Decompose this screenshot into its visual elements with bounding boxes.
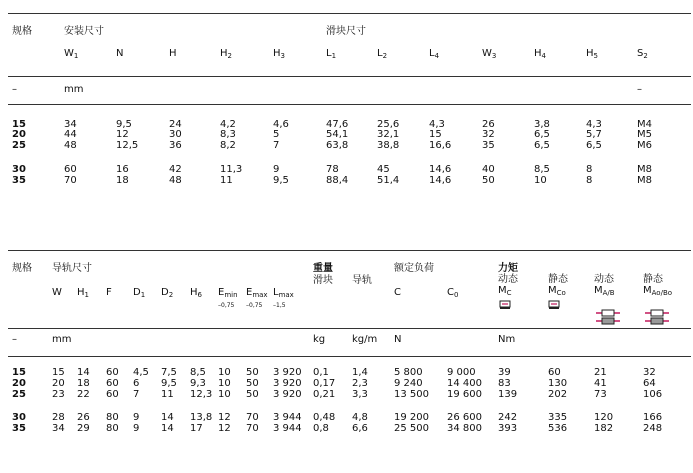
cell-35-8: 50 (482, 175, 495, 186)
moment-col-1 (548, 285, 566, 299)
row2-size-15: 15 (12, 367, 26, 378)
cell2-35-3: 9 (133, 423, 140, 434)
cell-25-7: 16,6 (429, 140, 452, 151)
cell2-25-15: 73 (594, 389, 607, 400)
cell2-20-13: 83 (498, 378, 511, 389)
cell-20-10: 5,7 (586, 129, 602, 140)
cell2-20-16: 64 (643, 378, 656, 389)
cell-15-4: 4,6 (273, 119, 289, 130)
moment-col-3-base: M (643, 285, 652, 296)
col-header-l4-base: L (429, 48, 435, 59)
static-label-2: 静态 (643, 274, 663, 285)
cell2-35-15: 182 (594, 423, 614, 434)
moment-col-0 (498, 285, 512, 299)
unit-n: N (394, 334, 402, 345)
cell-20-9: 6,5 (534, 129, 550, 140)
moment-mco-icon (548, 300, 560, 310)
cell2-15-0: 15 (52, 367, 65, 378)
col-header-h4-base: H (534, 48, 542, 59)
weight-rail-label: 导轨 (352, 275, 372, 286)
cell2-25-4: 11 (161, 389, 174, 400)
col-header-w3 (482, 48, 496, 62)
col-header-l1-base: L (326, 48, 332, 59)
dynamic-label-2: 动态 (594, 274, 614, 285)
col-header-l4 (429, 48, 439, 62)
unit-kg: kg (313, 334, 326, 345)
weight-carriage-label: 滑块 (313, 275, 333, 286)
cell2-30-11: 19 200 (394, 412, 429, 423)
load-col-c0-sub: 0 (453, 291, 459, 299)
unit-dash-2: – (12, 334, 17, 345)
cell-30-4: 9 (273, 164, 280, 175)
cell2-30-15: 120 (594, 412, 614, 423)
top-rule (8, 13, 691, 14)
dynamic-label-1: 动态 (498, 274, 518, 285)
cell2-25-9: 0,21 (313, 389, 336, 400)
col2-header-d2-sub: 2 (168, 291, 174, 299)
cell2-15-4: 7,5 (161, 367, 177, 378)
col2-header-lmax-base: L (273, 287, 279, 298)
col-header-l1-sub: 1 (331, 52, 337, 60)
cell-20-1: 12 (116, 129, 129, 140)
cell-20-5: 54,1 (326, 129, 349, 140)
col2-header-h1-base: H (77, 287, 85, 298)
cell2-20-3: 6 (133, 378, 140, 389)
col-header-w1-base: W (64, 48, 74, 59)
moment-col-2-sub: A/B (602, 289, 615, 297)
cell2-35-13: 393 (498, 423, 518, 434)
col-header-h2 (220, 48, 232, 62)
header-rule-2 (8, 328, 691, 329)
col-header-h3-base: H (273, 48, 281, 59)
unit-kgm: kg/m (352, 334, 378, 345)
cell2-15-5: 8,5 (190, 367, 206, 378)
cell-30-10: 8 (586, 164, 593, 175)
col-header-n-base: N (116, 48, 124, 59)
cell2-20-6: 10 (218, 378, 231, 389)
cell-25-5: 63,8 (326, 140, 349, 151)
cell-30-11: M8 (637, 164, 652, 175)
cell-30-9: 8,5 (534, 164, 550, 175)
cell-15-6: 25,6 (377, 119, 400, 130)
cell2-25-8: 3 920 (273, 389, 302, 400)
cell-25-1: 12,5 (116, 140, 139, 151)
unit-mm-2: mm (52, 334, 72, 345)
col2-header-lmax-sub: max (278, 291, 294, 299)
cell2-35-5: 17 (190, 423, 203, 434)
cell-30-6: 45 (377, 164, 390, 175)
cell2-20-7: 50 (246, 378, 259, 389)
cell-35-0: 70 (64, 175, 77, 186)
col2-header-f (106, 287, 112, 299)
cell2-20-0: 20 (52, 378, 65, 389)
col-header-h5-sub: 5 (593, 52, 598, 60)
spec-heading-2: 规格 (12, 263, 32, 274)
cell2-30-4: 14 (161, 412, 174, 423)
cell2-15-13: 39 (498, 367, 511, 378)
unit-rule (8, 104, 691, 105)
cell2-30-7: 70 (246, 412, 259, 423)
col-header-l2-base: L (377, 48, 383, 59)
cell2-30-16: 166 (643, 412, 663, 423)
cell2-35-12: 34 800 (447, 423, 482, 434)
cell2-25-14: 202 (548, 389, 568, 400)
cell-35-7: 14,6 (429, 175, 452, 186)
cell2-30-3: 9 (133, 412, 140, 423)
cell2-35-14: 536 (548, 423, 568, 434)
cell2-35-11: 25 500 (394, 423, 429, 434)
cell2-25-3: 7 (133, 389, 140, 400)
load-col-c0 (447, 287, 458, 301)
cell2-15-16: 32 (643, 367, 656, 378)
col-header-h2-base: H (220, 48, 228, 59)
cell-30-3: 11,3 (220, 164, 243, 175)
moment-col-1-base: M (548, 285, 557, 296)
row-size-30: 30 (12, 164, 26, 175)
cell-35-6: 51,4 (377, 175, 400, 186)
col-header-h4 (534, 48, 546, 62)
load-col-c (394, 287, 401, 299)
cell-20-2: 30 (169, 129, 182, 140)
cell2-15-1: 14 (77, 367, 90, 378)
cell-30-1: 16 (116, 164, 129, 175)
col-header-w3-sub: 3 (491, 52, 497, 60)
load-rating-heading: 额定负荷 (394, 263, 434, 274)
row-size-20: 20 (12, 129, 26, 140)
load-col-c0-base: C (447, 287, 454, 298)
cell2-20-15: 41 (594, 378, 607, 389)
col2-header-emin (218, 287, 238, 301)
cell2-15-3: 4,5 (133, 367, 149, 378)
weight-heading: 重量 (313, 263, 333, 274)
unit-dash-right: – (637, 84, 642, 95)
cell2-30-12: 26 600 (447, 412, 482, 423)
tol-lmax: –1,5 (273, 302, 286, 309)
col2-header-w (52, 287, 62, 299)
col-header-l1 (326, 48, 336, 62)
cell2-30-1: 26 (77, 412, 90, 423)
cell2-35-2: 80 (106, 423, 119, 434)
row2-size-20: 20 (12, 378, 26, 389)
cell-15-5: 47,6 (326, 119, 349, 130)
cell-35-9: 10 (534, 175, 547, 186)
tol-emin: –0,75 (218, 302, 235, 309)
cell-15-0: 34 (64, 119, 77, 130)
col2-header-lmax (273, 287, 294, 301)
cell-15-1: 9,5 (116, 119, 132, 130)
col-header-l2-sub: 2 (382, 52, 388, 60)
row-size-35: 35 (12, 175, 26, 186)
spec-heading: 规格 (12, 26, 32, 37)
moment-mc-icon (499, 300, 511, 310)
cell-25-10: 6,5 (586, 140, 602, 151)
cell-20-3: 8,3 (220, 129, 236, 140)
cell-20-7: 15 (429, 129, 442, 140)
unit-dash: – (12, 84, 17, 95)
cell-25-9: 6,5 (534, 140, 550, 151)
install-dims-heading: 安装尺寸 (64, 26, 104, 37)
col-header-s2 (637, 48, 648, 62)
cell2-20-4: 9,5 (161, 378, 177, 389)
cell2-30-5: 13,8 (190, 412, 213, 423)
moment-maobo-icon (645, 309, 669, 325)
cell2-20-10: 2,3 (352, 378, 368, 389)
cell2-25-0: 23 (52, 389, 65, 400)
moment-col-0-base: M (498, 285, 507, 296)
row-size-15: 15 (12, 119, 26, 130)
tol-emax: –0,75 (246, 302, 263, 309)
cell2-30-6: 12 (218, 412, 231, 423)
moment-col-3 (643, 285, 672, 299)
cell-25-2: 36 (169, 140, 182, 151)
col-header-s2-base: S (637, 48, 644, 59)
cell-25-11: M6 (637, 140, 652, 151)
col-header-s2-sub: 2 (643, 52, 648, 60)
col2-header-d1-sub: 1 (140, 291, 146, 299)
cell-25-6: 38,8 (377, 140, 400, 151)
col2-header-d2-base: D (161, 287, 169, 298)
cell-20-6: 32,1 (377, 129, 400, 140)
col2-header-d1-base: D (133, 287, 141, 298)
cell-15-2: 24 (169, 119, 182, 130)
cell2-15-15: 21 (594, 367, 607, 378)
carriage-dims-heading: 滑块尺寸 (326, 26, 366, 37)
cell2-20-12: 14 400 (447, 378, 482, 389)
cell2-35-7: 70 (246, 423, 259, 434)
moment-col-0-sub: C (506, 289, 512, 297)
cell2-35-4: 14 (161, 423, 174, 434)
col-header-h4-sub: 4 (541, 52, 546, 60)
static-label-1: 静态 (548, 274, 568, 285)
cell2-35-1: 29 (77, 423, 90, 434)
col2-header-h6-base: H (190, 287, 198, 298)
col2-header-w-base: W (52, 287, 62, 298)
cell2-20-5: 9,3 (190, 378, 206, 389)
row-size-25: 25 (12, 140, 26, 151)
cell2-25-7: 50 (246, 389, 259, 400)
moment-col-1-sub: Co (556, 289, 566, 297)
cell2-35-16: 248 (643, 423, 663, 434)
cell-15-11: M4 (637, 119, 652, 130)
cell2-25-12: 19 600 (447, 389, 482, 400)
cell2-15-8: 3 920 (273, 367, 302, 378)
cell2-25-13: 139 (498, 389, 518, 400)
unit-rule-2 (8, 356, 691, 357)
cell2-20-9: 0,17 (313, 378, 336, 389)
col2-header-h6 (190, 287, 202, 301)
col-header-h3-sub: 3 (280, 52, 285, 60)
cell2-35-9: 0,8 (313, 423, 329, 434)
load-col-c-base: C (394, 287, 401, 298)
col-header-h (169, 48, 177, 60)
cell-35-1: 18 (116, 175, 129, 186)
col2-header-h6-sub: 6 (197, 291, 202, 299)
cell2-15-7: 50 (246, 367, 259, 378)
cell-20-8: 32 (482, 129, 495, 140)
cell-35-5: 88,4 (326, 175, 349, 186)
cell2-35-8: 3 944 (273, 423, 302, 434)
col-header-w1 (64, 48, 78, 62)
cell2-20-11: 9 240 (394, 378, 423, 389)
moment-heading: 力矩 (498, 263, 518, 274)
cell-15-9: 3,8 (534, 119, 550, 130)
col2-header-f-base: F (106, 287, 112, 298)
cell-35-10: 8 (586, 175, 593, 186)
cell2-30-13: 242 (498, 412, 518, 423)
cell-30-7: 14,6 (429, 164, 452, 175)
cell2-20-14: 130 (548, 378, 568, 389)
cell2-30-8: 3 944 (273, 412, 302, 423)
cell-35-3: 11 (220, 175, 233, 186)
cell2-20-1: 18 (77, 378, 90, 389)
cell-15-8: 26 (482, 119, 495, 130)
cell2-15-12: 9 000 (447, 367, 476, 378)
moment-col-3-sub: Ao/Bo (651, 289, 673, 297)
cell2-30-10: 4,8 (352, 412, 368, 423)
col-header-h5 (586, 48, 598, 62)
cell-15-7: 4,3 (429, 119, 445, 130)
cell2-30-2: 80 (106, 412, 119, 423)
row2-size-25: 25 (12, 389, 26, 400)
cell2-30-0: 28 (52, 412, 65, 423)
unit-nm: Nm (498, 334, 516, 345)
rail-dims-heading: 导轨尺寸 (52, 263, 92, 274)
col2-header-d1 (133, 287, 145, 301)
cell2-15-6: 10 (218, 367, 231, 378)
col-header-w3-base: W (482, 48, 492, 59)
col2-header-emin-base: E (218, 287, 225, 298)
cell-20-4: 5 (273, 129, 280, 140)
cell2-25-10: 3,3 (352, 389, 368, 400)
cell2-20-2: 60 (106, 378, 119, 389)
cell-20-0: 44 (64, 129, 77, 140)
cell2-25-16: 106 (643, 389, 663, 400)
cell2-15-14: 60 (548, 367, 561, 378)
moment-col-2 (594, 285, 615, 299)
cell-25-4: 7 (273, 140, 280, 151)
cell2-30-9: 0,48 (313, 412, 336, 423)
top-rule-2 (8, 250, 691, 251)
cell-30-5: 78 (326, 164, 339, 175)
cell-25-3: 8,2 (220, 140, 236, 151)
cell2-35-0: 34 (52, 423, 65, 434)
cell2-25-6: 10 (218, 389, 231, 400)
cell2-15-9: 0,1 (313, 367, 329, 378)
moment-mab-icon (596, 309, 620, 325)
cell2-25-11: 13 500 (394, 389, 429, 400)
col2-header-emin-sub: min (224, 291, 238, 299)
col-header-l2 (377, 48, 387, 62)
cell2-35-10: 6,6 (352, 423, 368, 434)
cell2-20-8: 3 920 (273, 378, 302, 389)
col2-header-h1-sub: 1 (84, 291, 89, 299)
cell-15-3: 4,2 (220, 119, 236, 130)
col-header-h-base: H (169, 48, 177, 59)
cell2-25-5: 12,3 (190, 389, 213, 400)
col-header-h5-base: H (586, 48, 594, 59)
unit-mm: mm (64, 84, 84, 95)
col2-header-emax-sub: max (252, 291, 268, 299)
header-rule (8, 76, 691, 77)
cell2-15-2: 60 (106, 367, 119, 378)
row2-size-30: 30 (12, 412, 26, 423)
cell2-35-6: 12 (218, 423, 231, 434)
col-header-w1-sub: 1 (73, 52, 79, 60)
cell-25-8: 35 (482, 140, 495, 151)
row2-size-35: 35 (12, 423, 26, 434)
col-header-h3 (273, 48, 285, 62)
cell-15-10: 4,3 (586, 119, 602, 130)
cell-20-11: M5 (637, 129, 652, 140)
cell-30-2: 42 (169, 164, 182, 175)
col-header-n (116, 48, 123, 60)
cell2-25-1: 22 (77, 389, 90, 400)
col2-header-d2 (161, 287, 173, 301)
cell-30-8: 40 (482, 164, 495, 175)
col2-header-emax-base: E (246, 287, 253, 298)
col-header-h2-sub: 2 (227, 52, 232, 60)
moment-col-2-base: M (594, 285, 603, 296)
cell2-30-14: 335 (548, 412, 568, 423)
cell-25-0: 48 (64, 140, 77, 151)
cell2-15-11: 5 800 (394, 367, 423, 378)
col-header-l4-sub: 4 (434, 52, 440, 60)
cell2-15-10: 1,4 (352, 367, 368, 378)
cell-30-0: 60 (64, 164, 77, 175)
cell2-25-2: 60 (106, 389, 119, 400)
col2-header-h1 (77, 287, 89, 301)
col2-header-emax (246, 287, 268, 301)
cell-35-4: 9,5 (273, 175, 289, 186)
cell-35-11: M8 (637, 175, 652, 186)
cell-35-2: 48 (169, 175, 182, 186)
